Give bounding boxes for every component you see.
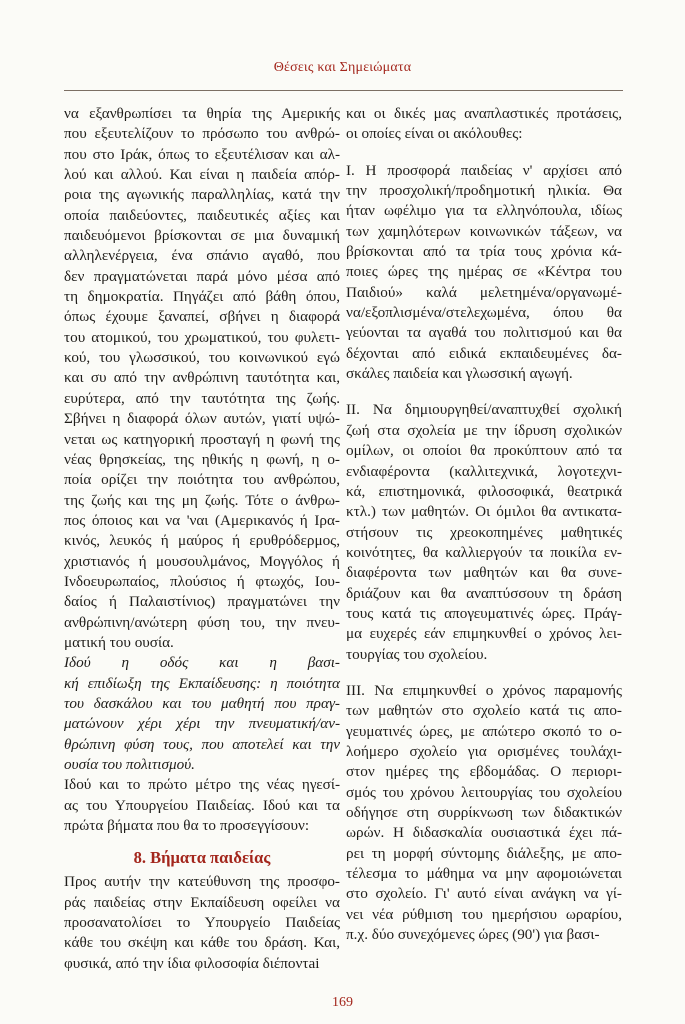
italic-passage	[64, 653, 340, 775]
text-line: της ζωής και της μη ζωής. Τότε ο άνθρω-	[64, 491, 340, 509]
text-line: ας του Υπουργείου Παιδείας. Ιδού και τα	[64, 796, 340, 814]
paragraph-gap	[346, 145, 622, 161]
text-line: ανθρώπινη/ανώτερη φύση του, την πνευ-	[64, 613, 340, 631]
text-line: φυσικά, από την ίδια φιλοσοφία διέποντai	[64, 954, 320, 972]
text-line: γευματινές ώρες, με απώτερο σκοπό το ο-	[346, 722, 622, 740]
text-line: Σβήνει η διαφορά όλων αυτών, γιατί υψώ-	[64, 410, 340, 428]
text-line: να/εξοπλισμένα/στελεχωμένα, όπου θα	[346, 304, 622, 322]
text-line: αλληλενέργεια, ένα σπάνιο αγαθό, που	[64, 247, 340, 265]
list-item	[346, 400, 622, 664]
text-line: σκάλες παιδεία και γλωσσική αγωγή.	[346, 365, 573, 383]
text-line: διαφέροντα των μαθητών και θα συνε-	[346, 564, 622, 582]
paragraph	[64, 775, 340, 836]
paragraph	[64, 104, 340, 653]
text-line: τουργίας του σχολείου.	[346, 645, 488, 663]
text-line: και συ από την ανθρώπινη ταυτότητα και,	[64, 369, 340, 387]
text-line: βρίσκονται από τα τρία τους χρόνια κά-	[346, 243, 622, 261]
text-line: ρει τη μορφή σύντομης διάλεξης, με απο-	[346, 844, 622, 862]
text-line: ΙΙ. Να δημιουργηθεί/αναπτυχθεί σχολική	[346, 401, 622, 419]
text-line: κού, του γλωσσικού, του κοινωνικού εγώ	[64, 349, 340, 367]
page-number: 169	[332, 995, 353, 1010]
text-line: τους κατά τις απογευματινές ώρες. Πράγ-	[346, 604, 622, 622]
text-line: ποία ορίζει την ποιότητα του ανθρώπου,	[64, 471, 340, 489]
text-line: προσανατολίσει το Υπουργείο Παιδείας	[64, 914, 340, 932]
text-line: ζωή στα σχολεία με την ίδρυση σχολικών	[346, 421, 622, 439]
text-line: Ιδού και το πρώτο μέτρο της νέας ηγεσί-	[64, 776, 340, 794]
text-line: παιδευόμενοι βρίσκονται σε μια δυναμική	[64, 227, 340, 245]
text-line: που στο Ιράκ, όπως το εξευτέλισαν και αλ-	[64, 145, 340, 163]
text-line: Ι. Η προσφορά παιδείας ν' αρχίσει από	[346, 161, 622, 179]
text-line: κινός, λευκός ή μαύρος ή ερυθρόδερμος,	[64, 532, 340, 550]
text-line: τη δημοκρατία. Πηγάζει από βάθη όπου,	[64, 288, 340, 306]
left-column	[64, 104, 340, 974]
running-header: Θέσεις και Σημειώματα	[273, 60, 412, 75]
text-line: να εξανθρωπίσει τα θηρία της Αμερικής	[64, 105, 340, 122]
text-line: οποία παιδεύοντες, παιδευτικές αξίες και	[64, 206, 340, 224]
text-line: λού και αλλού. Και είναι η παιδεία απόρ-	[64, 166, 340, 184]
paragraph	[64, 872, 340, 974]
text-line: νει νέα ρύθμιση του ημερήσιου ωραρίου,	[346, 905, 622, 923]
text-line: των μαθητών στο σχολείο κατά τις απο-	[346, 702, 622, 720]
list-item	[346, 681, 622, 945]
text-line: πος όποιος και να 'ναι (Αμερικανός ή Ιρα-	[64, 511, 340, 529]
paragraph-gap	[346, 384, 622, 400]
text-line: ωρών. Η διδασκαλία ουσιαστικά έχει πά-	[346, 824, 622, 842]
text-line: και οι δικές μας αναπλαστικές προτάσεις,	[346, 105, 622, 122]
text-line: κή επιδίωξη της Εκπαίδευσης: η ποιότητα	[64, 674, 340, 692]
text-line: οδήγησε στη συρρίκνωση των διδακτικών	[346, 804, 622, 821]
text-line: του δασκάλου και του μαθητή που πραγ-	[64, 694, 340, 712]
text-line: γεύονται τα αγαθά του πολιτισμού και θα	[346, 324, 622, 342]
text-line: δριάζουν και θα αναπτύσσουν τη δράση	[346, 584, 622, 602]
text-line: όπως έχουμε ξαναπεί, σβήνει η διαφορά	[64, 308, 340, 326]
text-line: νεται ως κατηγορική προσταγή η φωνή της	[64, 430, 340, 448]
header-rule	[64, 90, 623, 91]
text-line: δέχονται από ειδικά εκπαιδευμένες δα-	[346, 344, 622, 362]
text-line: στο σχολείο. Γι' αυτό είναι ανάγκη να γί-	[346, 885, 622, 903]
text-line: ευρύτερα, από την ταυτότητα της ζωής.	[64, 389, 340, 407]
text-line: π.χ. δύο συνεχόμενες ώρες (90') για βασι-	[346, 926, 600, 944]
text-line: Ιδού η οδός και η βασι-	[64, 654, 340, 672]
text-line: ροια της αγωνικής παραλληλίας, κατά την	[64, 186, 340, 204]
text-line: ματώνουν χέρι χέρι την πνευματική/αν-	[64, 715, 340, 733]
text-line: ομίλων, οι οποίοι θα προκύπτουν από τα	[346, 442, 622, 460]
text-line: στον ημέρες της εβδομάδας. Ο περιορι-	[346, 763, 622, 781]
text-line: ενδιαφέροντα (καλλιτεχνικά, λογοτεχνι-	[346, 462, 622, 480]
text-line: ποιες ώρες της ημέρας σε «Κέντρα του	[346, 263, 622, 281]
right-column	[346, 104, 622, 945]
text-line: ήταν ωφέλιμο για τα ελληνόπουλα, ιδίως	[346, 202, 622, 220]
section-heading: 8. Βήματα παιδείας	[133, 848, 271, 868]
text-line: των χαμηλότερων κοινωνικών τάξεων, να	[346, 222, 622, 240]
text-line: κά, επιστημονικά, φιλοσοφικά, θεατρικά	[346, 482, 622, 500]
paragraph-gap	[346, 665, 622, 681]
text-line: σμός του χρόνου λειτουργίας του σχολείου	[346, 783, 622, 801]
text-line: δαίος ή Παλαιστίνιος) πραγματώνει την	[64, 593, 340, 611]
text-line: κοινότητες, θα καλλιεργούν τα ποικίλα εν-	[346, 543, 622, 561]
text-line: κάθε του σκέψη και κάθε του δράση. Και,	[64, 934, 340, 952]
text-line: ΙΙΙ. Να επιμηκυνθεί ο χρόνος παραμονής	[346, 681, 622, 699]
text-line: χριστιανός ή μουσουλμάνος, Μογγόλος ή	[64, 552, 340, 570]
list-item	[346, 161, 622, 385]
text-line: μα ευχερές εάν επιμηκυνθεί ο χρόνος λει-	[346, 625, 622, 643]
text-line: τέλεσμα το μάθημα να μην αφομοιώνεται	[346, 865, 622, 883]
text-line: νέας θρησκείας, της ηθικής η φωνή, η ο-	[64, 450, 340, 468]
paragraph	[346, 104, 622, 145]
text-line: πρώτα βήματα που θα το προσεγγίσουν:	[64, 817, 310, 835]
text-line: Παιδιού» καλά μελετημένα/οργανωμέ-	[346, 283, 622, 301]
text-line: ουσία του πολιτισμού.	[64, 756, 195, 773]
text-line: Ινδοευρωπαίος, πλούσιος ή φτωχός, Ιου-	[64, 572, 340, 590]
text-line: οι οποίες είναι οι ακόλουθες:	[346, 125, 523, 143]
text-line: λοήμερο σχολείο για ορισμένες τουλάχι-	[346, 742, 622, 760]
text-line: που εξευτελίζουν το πρόσωπο του ανθρώ-	[64, 125, 340, 143]
text-line: ματική του ουσία.	[64, 633, 174, 651]
text-line: κτλ.) των μαθητών. Οι όμιλοι θα αντικατα-	[346, 503, 622, 521]
text-line: Προς αυτήν την κατεύθυνση της προσφο-	[64, 873, 340, 891]
text-line: δεν πραγματώνεται παρά μόνο μέσα από	[64, 267, 340, 285]
text-line: θρώπινη φύση τους, που αποτελεί και την	[64, 735, 340, 753]
text-line: την προσχολική/προδημοτική ηλικία. Θα	[346, 182, 622, 200]
text-line: του ατομικού, του χρωματικού, του φυλετι-	[64, 328, 340, 346]
text-line: στήσουν τις χρεοκοπημένες μαθητικές	[346, 523, 622, 541]
text-line: ράς παιδείας στην Εκπαίδευση οφείλει να	[64, 893, 340, 911]
